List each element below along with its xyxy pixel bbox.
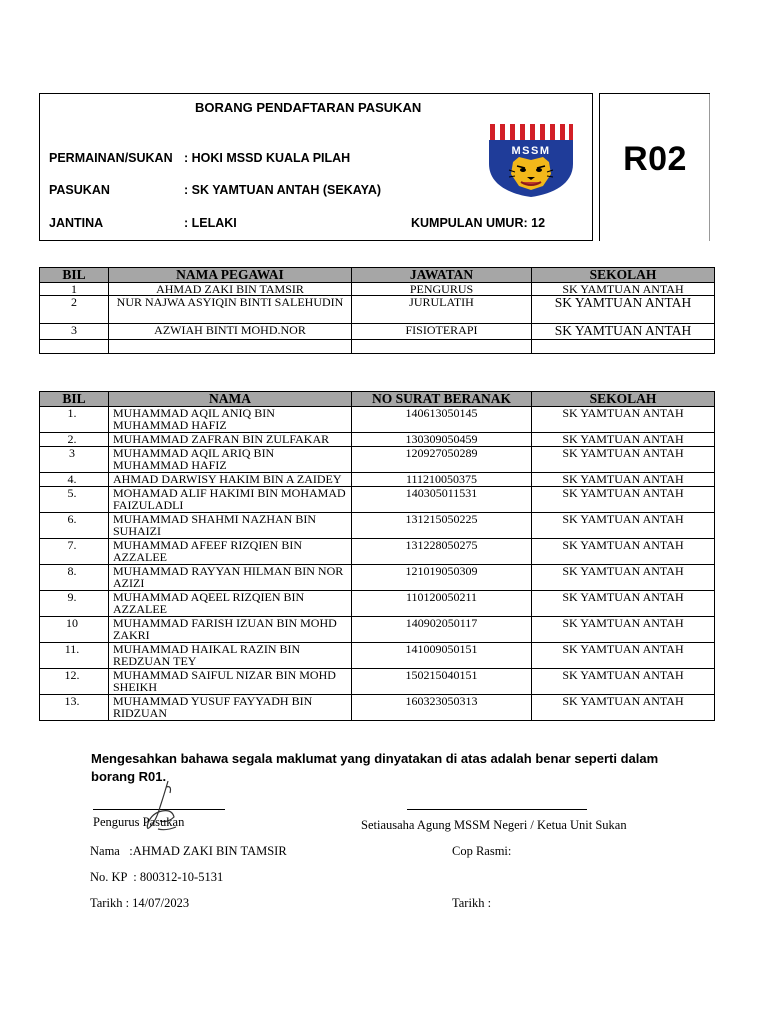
header-sekolah: SEKOLAH <box>532 268 715 283</box>
cell-bil: 5. <box>40 487 109 513</box>
cell-no-surat: 131228050275 <box>352 539 532 565</box>
table-row <box>40 296 715 324</box>
jantina-value: : LELAKI <box>184 216 237 230</box>
table-row <box>40 513 715 539</box>
cell-bil: 2 <box>40 296 109 324</box>
cell-nama: MUHAMMAD AQEEL RIZQIEN BIN AZZALEE <box>109 591 352 617</box>
cell-no-surat: 130309050459 <box>352 433 532 447</box>
nama-field: Nama :AHMAD ZAKI BIN TAMSIR <box>90 844 287 858</box>
cell-bil: 3 <box>40 324 109 340</box>
mssm-logo <box>487 122 575 198</box>
cell-sekolah: SK YAMTUAN ANTAH <box>532 407 715 433</box>
cell-jawatan: JURULATIH <box>352 296 532 324</box>
logo-text: MSSM <box>511 145 551 157</box>
cell-bil: 1. <box>40 407 109 433</box>
cell-no-surat: 111210050375 <box>352 473 532 487</box>
cell-nama: MOHAMAD ALIF HAKIMI BIN MOHAMAD FAIZULADLI <box>109 487 352 513</box>
signature-line-right <box>407 809 587 810</box>
header-sekolah: SEKOLAH <box>532 392 715 407</box>
cell-nama: MUHAMMAD FARISH IZUAN BIN MOHD ZAKRI <box>109 617 352 643</box>
table-row <box>40 643 715 669</box>
pasukan-value: : SK YAMTUAN ANTAH (SEKAYA) <box>184 183 382 197</box>
cell-no-surat: 160323050313 <box>352 695 532 721</box>
pengurus-pasukan-label: Pengurus Pasukan <box>93 815 185 829</box>
cell-sekolah: SK YAMTUAN ANTAH <box>532 283 715 296</box>
cell-sekolah: SK YAMTUAN ANTAH <box>532 565 715 591</box>
cell-sekolah: SK YAMTUAN ANTAH <box>532 513 715 539</box>
staff-table <box>39 267 715 354</box>
cell-sekolah: SK YAMTUAN ANTAH <box>532 539 715 565</box>
cell-nama: MUHAMMAD AFEEF RIZQIEN BIN AZZALEE <box>109 539 352 565</box>
cell-nama: AHMAD DARWISY HAKIM BIN A ZAIDEY <box>109 473 352 487</box>
table-row <box>40 591 715 617</box>
cell-jawatan: PENGURUS <box>352 283 532 296</box>
cell-no-surat: 131215050225 <box>352 513 532 539</box>
player-table <box>39 391 715 721</box>
cell-no-surat: 141009050151 <box>352 643 532 669</box>
table-row <box>40 487 715 513</box>
cell-no-surat: 150215040151 <box>352 669 532 695</box>
cell-bil: 9. <box>40 591 109 617</box>
cell-sekolah: SK YAMTUAN ANTAH <box>532 643 715 669</box>
table-row <box>40 565 715 591</box>
cell-nama: NUR NAJWA ASYIQIN BINTI SALEHUDIN <box>109 296 352 324</box>
cell-nama <box>109 340 352 354</box>
tarikh-left-field: Tarikh : 14/07/2023 <box>90 896 190 910</box>
cell-jawatan: FISIOTERAPI <box>352 324 532 340</box>
cell-sekolah: SK YAMTUAN ANTAH <box>532 591 715 617</box>
cell-nama: MUHAMMAD HAIKAL RAZIN BIN REDZUAN TEY <box>109 643 352 669</box>
staff-table-header <box>40 268 715 283</box>
cell-bil <box>40 340 109 354</box>
cell-sekolah: SK YAMTUAN ANTAH <box>532 487 715 513</box>
cell-sekolah: SK YAMTUAN ANTAH <box>532 296 715 324</box>
header-nama-pegawai: NAMA PEGAWAI <box>109 268 352 283</box>
cell-sekolah: SK YAMTUAN ANTAH <box>532 617 715 643</box>
table-row <box>40 617 715 643</box>
cell-bil: 3 <box>40 447 109 473</box>
cell-bil: 1 <box>40 283 109 296</box>
permainan-value: : HOKI MSSD KUALA PILAH <box>184 151 351 165</box>
form-code: R02 <box>623 140 687 178</box>
cell-bil: 6. <box>40 513 109 539</box>
form-title: BORANG PENDAFTARAN PASUKAN <box>195 100 422 115</box>
cell-sekolah: SK YAMTUAN ANTAH <box>532 433 715 447</box>
cell-nama: MUHAMMAD RAYYAN HILMAN BIN NOR AZIZI <box>109 565 352 591</box>
cell-bil: 13. <box>40 695 109 721</box>
cell-bil: 4. <box>40 473 109 487</box>
table-row <box>40 447 715 473</box>
form-code-box <box>599 93 710 241</box>
cell-sekolah: SK YAMTUAN ANTAH <box>532 324 715 340</box>
confirmation-statement: Mengesahkan bahawa segala maklumat yang dinyatakan di atas adalah benar seperti dalam borang R01. <box>91 751 659 784</box>
cell-nama: MUHAMMAD YUSUF FAYYADH BIN RIDZUAN <box>109 695 352 721</box>
cell-sekolah <box>532 340 715 354</box>
permainan-label: PERMAINAN/SUKAN <box>49 151 173 165</box>
table-row <box>40 407 715 433</box>
cell-no-surat: 140902050117 <box>352 617 532 643</box>
header-no-surat-beranak: NO SURAT BERANAK <box>352 392 532 407</box>
tarikh-right-field: Tarikh : <box>452 896 492 910</box>
cell-bil: 7. <box>40 539 109 565</box>
cell-bil: 10 <box>40 617 109 643</box>
cell-no-surat: 120927050289 <box>352 447 532 473</box>
table-row <box>40 324 715 340</box>
cell-bil: 11. <box>40 643 109 669</box>
setiausaha-label: Setiausaha Agung MSSM Negeri / Ketua Unit Sukan <box>361 818 627 832</box>
table-row <box>40 539 715 565</box>
cell-nama: MUHAMMAD SAIFUL NIZAR BIN MOHD SHEIKH <box>109 669 352 695</box>
cell-no-surat: 110120050211 <box>352 591 532 617</box>
cell-no-surat: 140305011531 <box>352 487 532 513</box>
cell-nama: MUHAMMAD AQIL ANIQ BIN MUHAMMAD HAFIZ <box>109 407 352 433</box>
table-row <box>40 433 715 447</box>
cell-nama: MUHAMMAD ZAFRAN BIN ZULFAKAR <box>109 433 352 447</box>
cell-nama: MUHAMMAD SHAHMI NAZHAN BIN SUHAIZI <box>109 513 352 539</box>
cell-nama: MUHAMMAD AQIL ARIQ BIN MUHAMMAD HAFIZ <box>109 447 352 473</box>
no-kp-field: No. KP : 800312-10-5131 <box>90 870 224 884</box>
cell-nama: AHMAD ZAKI BIN TAMSIR <box>109 283 352 296</box>
cell-sekolah: SK YAMTUAN ANTAH <box>532 669 715 695</box>
cell-sekolah: SK YAMTUAN ANTAH <box>532 473 715 487</box>
table-row <box>40 473 715 487</box>
kumpulan-umur: KUMPULAN UMUR: 12 <box>411 216 546 230</box>
cop-rasmi-field: Cop Rasmi: <box>452 844 512 858</box>
table-row <box>40 340 715 354</box>
cell-jawatan <box>352 340 532 354</box>
header-bil: BIL <box>40 392 109 407</box>
cell-bil: 8. <box>40 565 109 591</box>
cell-bil: 2. <box>40 433 109 447</box>
cell-no-surat: 140613050145 <box>352 407 532 433</box>
cell-no-surat: 121019050309 <box>352 565 532 591</box>
pasukan-label: PASUKAN <box>49 183 110 197</box>
header-jawatan: JAWATAN <box>352 268 532 283</box>
header-nama: NAMA <box>109 392 352 407</box>
cell-sekolah: SK YAMTUAN ANTAH <box>532 447 715 473</box>
player-table-header <box>40 392 715 407</box>
table-row <box>40 669 715 695</box>
cell-sekolah: SK YAMTUAN ANTAH <box>532 695 715 721</box>
cell-nama: AZWIAH BINTI MOHD.NOR <box>109 324 352 340</box>
table-row <box>40 283 715 296</box>
cell-bil: 12. <box>40 669 109 695</box>
header-bil: BIL <box>40 268 109 283</box>
jantina-label: JANTINA <box>49 216 104 230</box>
table-row <box>40 695 715 721</box>
